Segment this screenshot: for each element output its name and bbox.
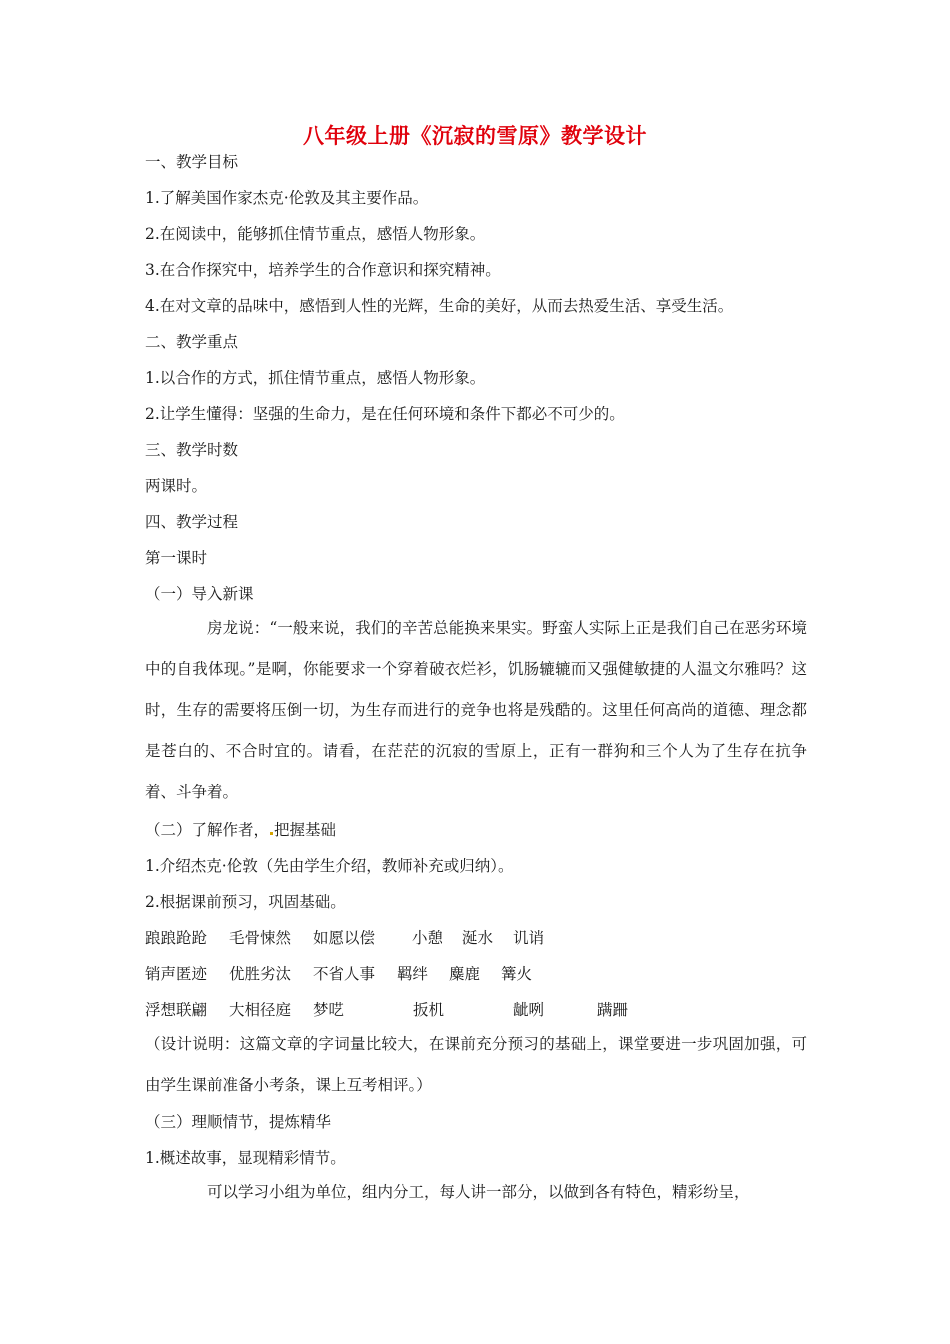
design-note: （设计说明：这篇文章的字词量比较大，在课前充分预习的基础上，课堂要进一步巩固加强，可由学生课前准备小考条，课上互考相评。）	[145, 1035, 807, 1094]
vocab-word: 毛骨悚然	[229, 929, 292, 947]
intro-paragraph: 房龙说：“一般来说，我们的辛苦总能换来果实。野蛮人实际上正是我们自己在恶劣环境中的自我体现。”是啊，你能要求一个穿着破衣烂衫，饥肠辘辘而又强健敏捷的人温文尔雅吗？这时，生存的需要将压倒一切，为生存而进行的竞争也将是残酷的。这里任何高尚的道德、理念都是苍白的、不合时宜的。请看，在茫茫的沉寂的雪原上，正有一群狗和三个人为了生存在抗争着、斗争着。	[145, 619, 807, 801]
goal-item-4: 4.在对文章的品味中，感悟到人性的光辉，生命的美好，从而去热爱生活、享受生活。	[145, 297, 734, 315]
step-heading-author	[145, 820, 336, 840]
vocab-row-3	[145, 1000, 628, 1020]
vocab-word: 篝火	[501, 965, 533, 983]
vocab-word: 优胜劣汰	[229, 965, 292, 983]
vocab-word: 梦呓	[313, 1001, 345, 1019]
focus-item-1: 1.以合作的方式，抓住情节重点，感悟人物形象。	[145, 369, 486, 387]
highlight-mark	[270, 832, 273, 835]
plot-paragraph: 可以学习小组为单位，组内分工，每人讲一部分，以做到各有特色，精彩纷呈，	[207, 1183, 750, 1201]
vocab-word: 麋鹿	[449, 965, 481, 983]
step-heading-author-part2: 把握基础	[274, 821, 337, 839]
vocab-word: 小憩	[412, 929, 444, 947]
step-heading-plot: （三）理顺情节，提炼精华	[145, 1113, 332, 1131]
step-heading-intro: （一）导入新课	[145, 585, 254, 603]
vocab-word: 讥诮	[513, 929, 545, 947]
author-item-1: 1.介绍杰克·伦敦（先由学生介绍，教师补充或归纳）。	[145, 857, 514, 875]
vocab-word: 扳机	[413, 1001, 445, 1019]
section-heading-goals: 一、教学目标	[145, 153, 239, 171]
vocab-word: 踉踉跄跄	[145, 929, 208, 947]
vocab-word: 不省人事	[313, 965, 376, 983]
vocab-word: 涎水	[462, 929, 494, 947]
hours-text: 两课时。	[145, 477, 208, 495]
plot-item-1: 1.概述故事，显现精彩情节。	[145, 1149, 346, 1167]
section-heading-hours: 三、教学时数	[145, 441, 239, 459]
goal-item-3: 3.在合作探究中，培养学生的合作意识和探究精神。	[145, 261, 501, 279]
section-heading-process: 四、教学过程	[145, 513, 239, 531]
section-heading-focus: 二、教学重点	[145, 333, 239, 351]
vocab-word: 大相径庭	[229, 1001, 292, 1019]
focus-item-2: 2.让学生懂得：坚强的生命力，是在任何环境和条件下都必不可少的。	[145, 405, 625, 423]
vocab-word: 羁绊	[397, 965, 429, 983]
lesson-heading: 第一课时	[145, 549, 208, 567]
document-title: 八年级上册《沉寂的雪原》教学设计	[303, 124, 647, 148]
vocab-word: 浮想联翩	[145, 1001, 208, 1019]
vocab-row-1	[145, 928, 544, 948]
author-item-2: 2.根据课前预习，巩固基础。	[145, 893, 346, 911]
vocab-row-2	[145, 964, 532, 984]
vocab-word: 如愿以偿	[313, 929, 376, 947]
vocab-word: 蹒跚	[597, 1001, 629, 1019]
step-heading-author-part1: （二）了解作者，	[145, 821, 270, 839]
vocab-word: 龇咧	[513, 1001, 545, 1019]
goal-item-1: 1.了解美国作家杰克·伦敦及其主要作品。	[145, 189, 429, 207]
vocab-word: 销声匿迹	[145, 965, 208, 983]
goal-item-2: 2.在阅读中，能够抓住情节重点，感悟人物形象。	[145, 225, 486, 243]
